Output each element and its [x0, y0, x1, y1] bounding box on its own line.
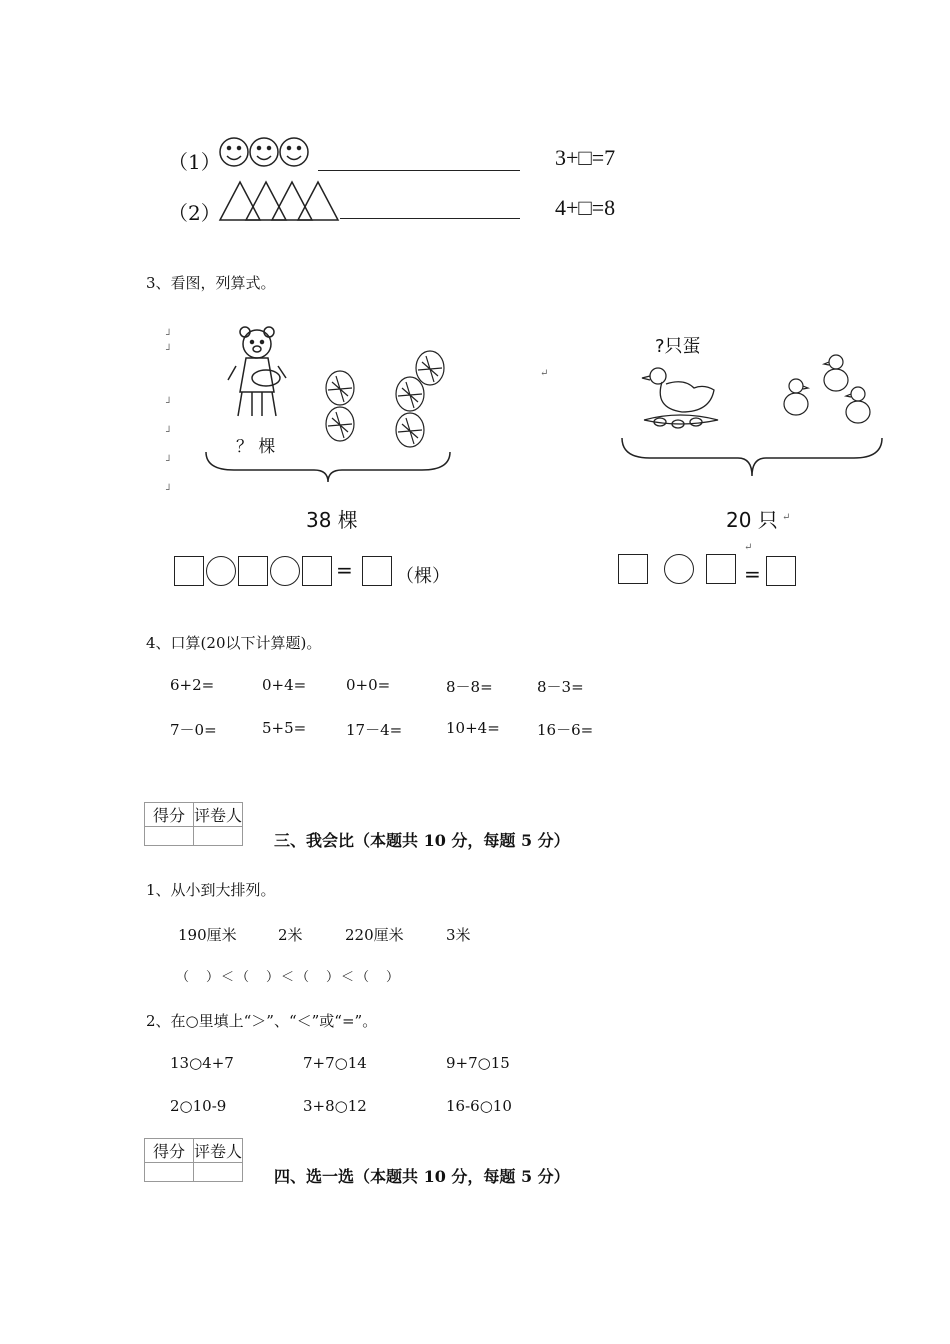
compare-item: 9+7○15 [446, 1054, 510, 1072]
return-mark: ↵ [744, 542, 753, 553]
answer-line-1[interactable] [318, 170, 520, 171]
calc-item: 0+4= [262, 676, 307, 694]
calc-item: 7－0= [170, 721, 217, 739]
part4-heading: 四、选一选（本题共 10 分，每题 5 分） [274, 1167, 570, 1186]
paragraph-mark: ┘ [166, 345, 173, 356]
cabbages-illustration [318, 350, 458, 460]
answer-line-2[interactable] [340, 218, 520, 219]
question-4: 4、口算(20以下计算题)。 [146, 634, 322, 652]
score-header: 得分 [145, 803, 194, 827]
question-3: 3、看图，列算式。 [146, 274, 276, 292]
triangles-figure [218, 180, 340, 222]
calc-item: 8－3= [537, 678, 584, 696]
equals-sign: = [336, 558, 353, 582]
answer-box[interactable] [302, 556, 332, 586]
paragraph-mark: ┘ [166, 427, 173, 438]
length-item: 220厘米 [345, 926, 404, 944]
grader-cell[interactable] [194, 827, 243, 846]
grader-header: 评卷人 [194, 803, 243, 827]
calc-item: 17－4= [346, 721, 403, 739]
score-table [144, 802, 243, 846]
left-brace [204, 450, 452, 484]
score-cell[interactable] [145, 827, 194, 846]
part3-heading: 三、我会比（本题共 10 分，每题 5 分） [274, 831, 570, 850]
right-total: 20 只 [726, 508, 778, 532]
chicks-illustration [770, 350, 886, 434]
score-table [144, 1138, 243, 1182]
length-item: 190厘米 [178, 926, 237, 944]
operator-circle[interactable] [270, 556, 300, 586]
return-mark: ↵ [540, 368, 549, 379]
operator-circle[interactable] [664, 554, 694, 584]
calc-item: 6+2= [170, 676, 215, 694]
calc-item: 5+5= [262, 719, 307, 737]
paragraph-mark: ┘ [166, 330, 173, 341]
result-box[interactable] [362, 556, 392, 586]
equals-sign: = [744, 562, 761, 586]
score-cell[interactable] [145, 1163, 194, 1182]
left-top-label: ？ 棵 [236, 437, 276, 457]
length-item: 3米 [446, 926, 471, 944]
bear-illustration [222, 322, 292, 422]
calc-item: 8－8= [446, 678, 493, 696]
paragraph-mark: ┘ [166, 456, 173, 467]
compare-item: 2○10-9 [170, 1097, 227, 1115]
paragraph-mark: ┘ [166, 485, 173, 496]
answer-box[interactable] [174, 556, 204, 586]
answer-box[interactable] [706, 554, 736, 584]
grader-header: 评卷人 [194, 1139, 243, 1163]
compare-item: 16-6○10 [446, 1097, 512, 1115]
q2-label: （2） [168, 201, 221, 225]
grader-cell[interactable] [194, 1163, 243, 1182]
compare-item: 3+8○12 [303, 1097, 367, 1115]
right-brace [620, 436, 884, 482]
q1-equation: 3+□=7 [555, 145, 616, 170]
operator-circle[interactable] [206, 556, 236, 586]
answer-box[interactable] [618, 554, 648, 584]
left-total: 38 棵 [306, 508, 358, 532]
compare-item: 13○4+7 [170, 1054, 234, 1072]
part3-q1: 1、从小到大排列。 [146, 881, 276, 899]
q2-equation: 4+□=8 [555, 195, 616, 220]
q1-label: （1） [168, 150, 221, 174]
hen-illustration [634, 356, 726, 434]
part3-q2: 2、在○里填上“＞”、“＜”或“=”。 [146, 1012, 378, 1030]
calc-item: 0+0= [346, 676, 391, 694]
order-answer-line[interactable]: （ ）＜（ ）＜（ ）＜（ ） [176, 970, 402, 985]
unit-label: （棵） [396, 566, 450, 587]
calc-item: 16－6= [537, 721, 594, 739]
paragraph-mark: ┘ [166, 398, 173, 409]
right-top-label: ?只蛋 [655, 336, 701, 357]
result-box[interactable] [766, 556, 796, 586]
compare-item: 7+7○14 [303, 1054, 367, 1072]
score-header: 得分 [145, 1139, 194, 1163]
length-item: 2米 [278, 926, 303, 944]
calc-item: 10+4= [446, 719, 500, 737]
return-mark: ↵ [782, 512, 791, 523]
answer-box[interactable] [238, 556, 268, 586]
smiley-faces-figure [218, 132, 310, 172]
